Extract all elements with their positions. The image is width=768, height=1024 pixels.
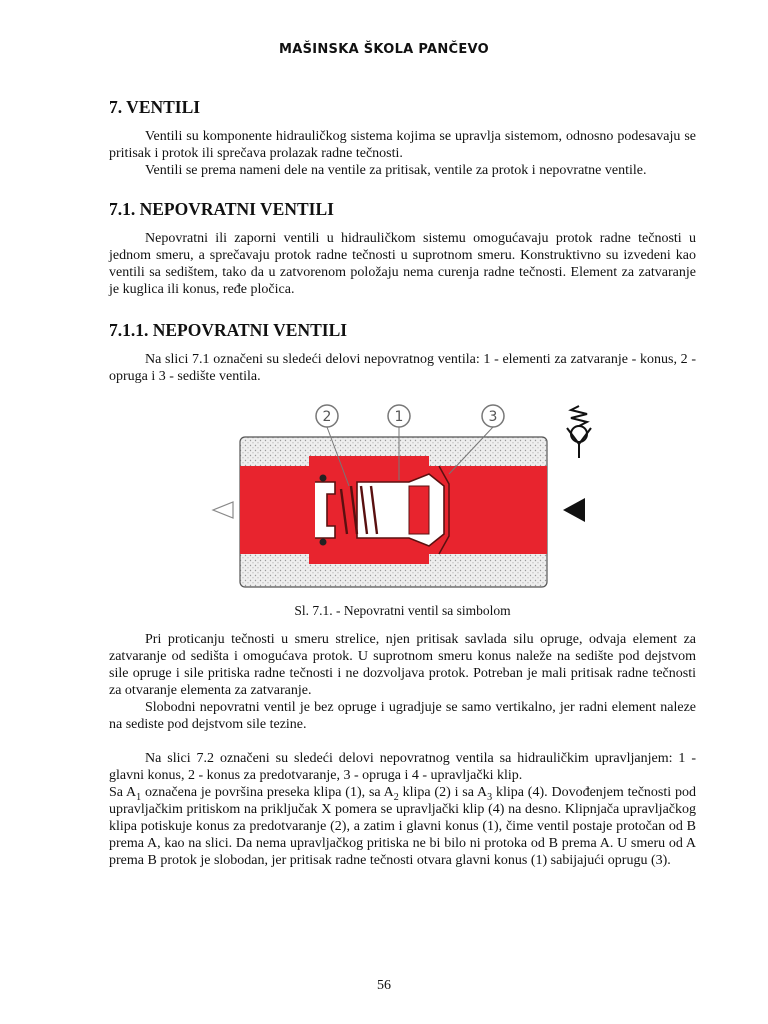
callout-label: 2 — [322, 409, 332, 425]
figure-caption: Sl. 7.1. - Nepovratni ventil sa simbolom — [294, 603, 511, 618]
page-content — [109, 96, 696, 869]
spacer — [109, 733, 696, 750]
callout-label: 1 — [394, 409, 404, 425]
check-valve-symbol — [567, 406, 591, 458]
paragraph: Na slici 7.2 označeni su sledeći delovi nepovratnog ventila sa hidrauličkim upravljanjem: 1 - glavni konus, 2 - konus za predotvaranje, 3 - opruga i 4 - upravljački klip. — [109, 751, 696, 783]
paragraph: Ventili su komponente hidrauličkog sistema kojima se upravlja sistemom, odnosno podesavaju se pritisak i protok ili sprečava prolazak radne tečnosti. — [109, 129, 696, 161]
o-ring — [320, 539, 327, 546]
paragraph: Na slici 7.1 označeni su sledeći delovi nepovratnog ventila: 1 - elementi za zatvaranje - konus, 2 - opruga i 3 - sedište ventila. — [109, 352, 696, 384]
page-number: 56 — [377, 978, 391, 993]
valve-cone — [357, 474, 444, 546]
paragraph: Sa $A_1$ označena je površina preseka klipa (1), sa $A_2$ klipa (2) i sa $A_3$ klipa (4). Dovođenjem tečnosti pod upravljačkim pritiskom na priključak X pomera se upravljački klip (4) na desno. Klipnjača upravljačkog klipa potiskuje konus za predotvaranje (2), a zatim i glavni konus (1), čime ventil postaje protočan od B prema A, kao na slici. Da nema upravljačkog pritiska ne bi bilo ni protoka od B prema A. U smeru od A prema B protok je slobodan, jer pritisak radne tečnosti otvara glavni konus (1) sabijajući oprugu (3). — [109, 785, 696, 868]
paragraph: Pri proticanju tečnosti u smeru strelice, njen pritisak savlada silu opruge, odvaja element za zatvaranje od sedišta i omogućava protok. U suprotnom smeru konus naleže na sedište pod dejstvom sile opruge i sile pritiska radne tečnosti i ne dozvoljava protok. Potreban je mali pritisak radne tečnosti za otvaranje elementa za zatvaranje. — [109, 632, 696, 698]
section-title-7-1: 7.1. NEPOVRATNI VENTILI — [109, 199, 334, 219]
section-title-7: 7. VENTILI — [109, 97, 201, 117]
callout-label: 3 — [488, 409, 498, 425]
paragraph: Ventili se prema nameni dele na ventile za pritisak, ventile za protok i nepovratne ventile. — [145, 163, 647, 178]
check-valve-figure — [109, 394, 696, 600]
page-header: MAŠINSKA ŠKOLA PANČEVO — [278, 42, 490, 57]
check-valve-diagram — [109, 394, 696, 600]
paragraph: Slobodni nepovratni ventil je bez opruge i ugradjuje se samo vertikalno, jer radni element naleze na sediste pod dejstvom sile tezine. — [109, 700, 696, 732]
o-ring — [320, 475, 327, 482]
section-title-7-1-1: 7.1.1. NEPOVRATNI VENTILI — [109, 320, 348, 340]
paragraph: Nepovratni ili zaporni ventili u hidrauličkom sistemu omogućavaju protok radne tečnosti u jednom smeru, a sprečavaju protok radne tečnosti u suprotnom smeru. Konstruktivno su izvedeni kao ventili sa sedištem, tako da u zatvorenom položaju nema curenja radne tečnosti. Element za zatvaranje je kuglica ili konus, ređe pločica. — [109, 231, 696, 297]
flow-arrow-left-icon — [213, 502, 233, 518]
flow-arrow-right-icon — [563, 498, 585, 522]
